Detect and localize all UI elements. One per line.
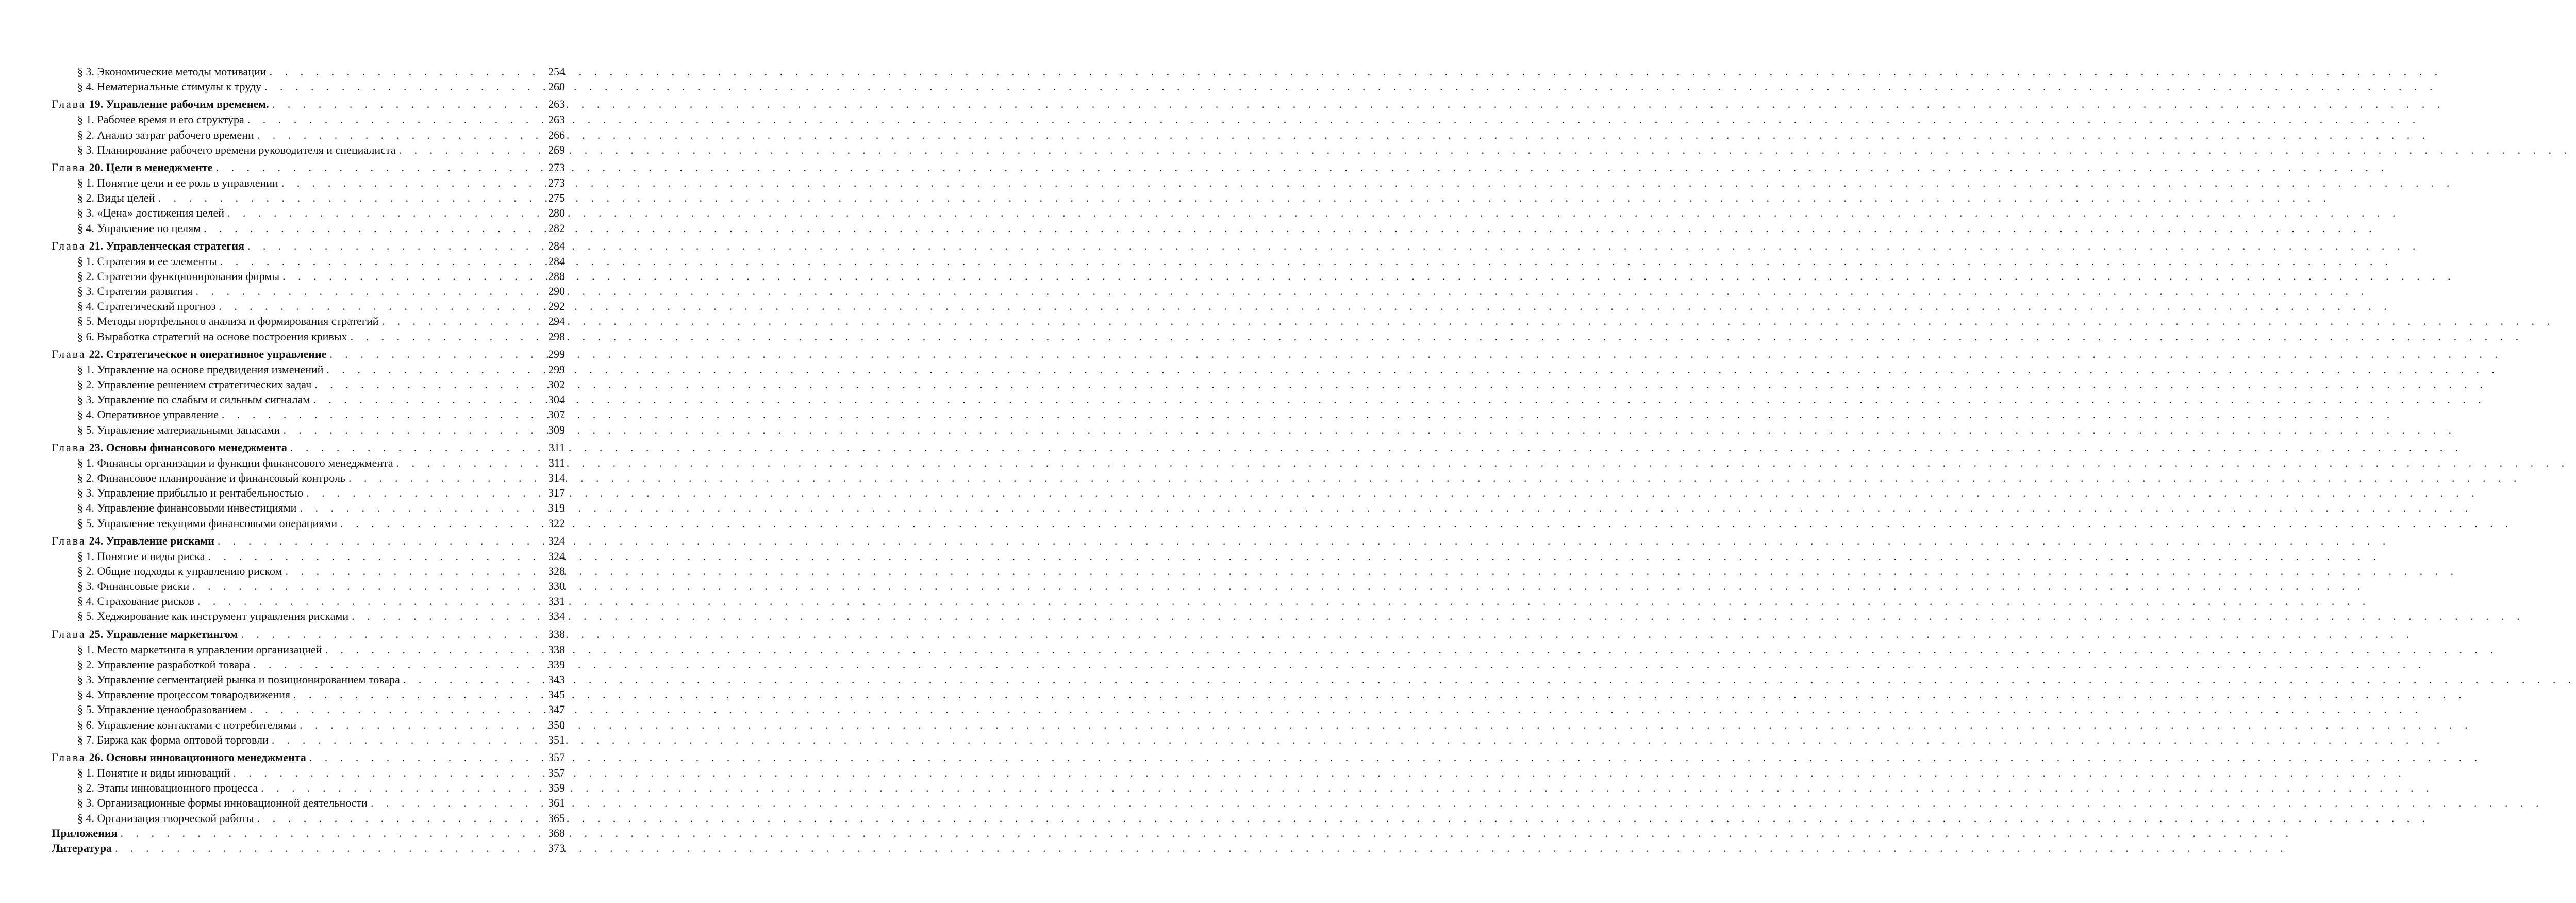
page-number: 263 [548,113,565,126]
toc-section-row [52,657,565,672]
toc-entry-title: § 5. Управление ценообразованием [77,703,247,716]
toc-entry-title: § 2. Финансовое планирование и финансовый контроль [77,471,346,484]
page-number: 324 [548,549,565,563]
chapter-label: Глава [52,627,86,641]
toc-entry-title: § 2. Управление разработкой товара [77,658,250,671]
toc-entry-title: § 2. Общие подходы к управлению риском [77,564,282,578]
toc-section-row [52,811,565,826]
dot-leader [246,702,542,717]
toc-section-row [52,702,565,717]
toc-chapter-row [52,238,565,254]
page-number: 269 [548,143,565,156]
toc-chapter-row [52,533,565,549]
chapter-title: 21. Управленческая стратегия [89,239,244,252]
table-of-contents [52,64,565,856]
dot-leader [112,841,542,856]
chapter-title: 22. Стратегическое и оперативное управление [89,347,327,360]
page-number: 350 [548,718,565,731]
page-number: 298 [548,330,565,343]
chapter-title: 26. Основы инновационного менеджмента [89,750,306,764]
page-number: 351 [548,733,565,746]
toc-entry-title [52,750,306,765]
toc-section-row [52,672,565,687]
dot-leader [254,811,542,826]
toc-entry-title: § 4. Нематериальные стимулы к труду [77,80,262,93]
dot-leader [279,269,542,284]
toc-entry-title: § 3. Экономические методы мотивации [77,65,267,78]
toc-chapter-row [52,440,565,455]
toc-entry-title: § 5. Методы портфельного анализа и формирования стратегий [77,315,379,328]
dot-leader [393,455,542,470]
dot-leader [306,750,542,765]
page-number: 311 [548,456,565,469]
page-number: 273 [548,160,565,174]
dot-leader [217,254,542,269]
page-number: 373 [548,841,565,855]
dot-leader [212,160,542,175]
dot-leader [230,765,542,780]
page-number: 254 [548,65,565,78]
toc-section-row [52,314,565,329]
toc-entry-title: § 4. Управление по целям [77,221,201,235]
page-number: 330 [548,580,565,593]
dot-leader [368,795,542,810]
page-number: 292 [548,300,565,313]
page-number: 334 [548,610,565,623]
toc-section-row [52,795,565,810]
toc-section-row [52,299,565,314]
chapter-title: 20. Цели в менеджменте [89,160,213,174]
toc-section-row [52,594,565,609]
toc-entry-title: § 3. Организационные формы инновационной деятельности [77,796,368,810]
toc-entry-title [52,440,287,455]
dot-leader [214,533,542,549]
toc-entry-title: § 5. Управление материальными запасами [77,423,280,436]
page-number: 273 [548,176,565,189]
toc-section-row [52,485,565,500]
page-number: 288 [548,269,565,283]
toc-entry-title: Приложения [52,826,118,840]
page-number: 368 [548,826,565,840]
toc-section-row [52,190,565,205]
toc-entry-title: § 7. Биржа как форма оптовой торговли [77,733,269,746]
toc-entry-title: § 4. Управление финансовыми инвестициями [77,501,297,515]
toc-entry-title: § 2. Управление решением стратегических задач [77,378,312,391]
page-number: 307 [548,408,565,421]
chapter-label: Глава [52,534,86,547]
toc-entry-title [52,533,214,549]
page-number: 338 [548,643,565,656]
dot-leader [396,142,542,157]
chapter-label: Глава [52,160,86,174]
toc-section-row [52,687,565,702]
dot-leader [278,175,542,190]
dot-leader [296,717,542,732]
toc-entry-title: § 1. Понятие и виды риска [77,549,205,563]
toc-section-row [52,112,565,127]
toc-section-row [52,455,565,470]
page-number: 324 [548,534,565,547]
dot-leader [215,299,542,314]
toc-entry-title: § 5. Управление текущими финансовыми операциями [77,516,338,530]
dot-leader [194,594,542,609]
toc-section-row [52,717,565,732]
dot-leader [155,190,542,205]
page-number: 365 [548,811,565,825]
toc-section-row [52,175,565,190]
dot-leader [238,627,542,642]
toc-section-row [52,377,565,392]
dot-leader [322,642,542,657]
toc-chapter-row [52,160,565,175]
toc-entry-title: § 1. Стратегия и ее элементы [77,254,217,268]
toc-entry-title: § 1. Понятие и виды инноваций [77,766,230,779]
dot-leader [280,422,542,437]
dot-leader [347,329,542,344]
toc-entry-title: § 1. Финансы организации и функции финансового менеджмента [77,456,393,469]
toc-section-row [52,500,565,515]
dot-leader [193,284,542,299]
chapter-title: 25. Управление маркетингом [89,627,238,641]
toc-section-row [52,564,565,579]
chapter-title: 19. Управление рабочим временем. [89,97,269,111]
toc-entry-title: § 5. Хеджирование как инструмент управления рисками [77,610,349,623]
toc-section-row [52,780,565,795]
chapter-title: 23. Основы финансового менеджмента [89,440,287,454]
toc-entry-title: § 3. Управление сегментацией рынка и позиционированием товара [77,673,400,686]
dot-leader [244,112,542,127]
toc-section-row [52,127,565,142]
toc-entry-title: § 3. Планирование рабочего времени руководителя и специалиста [77,143,396,156]
toc-section-row [52,284,565,299]
dot-leader [345,470,542,485]
toc-entry-title [52,160,212,175]
toc-appendix-row [52,826,565,841]
page-number: 339 [548,658,565,671]
toc-section-row [52,142,565,157]
chapter-label: Глава [52,347,86,360]
toc-section-row [52,732,565,747]
dot-leader [118,826,543,841]
chapter-label: Глава [52,239,86,252]
toc-entry-title: § 2. Стратегии функционирования фирмы [77,269,280,283]
toc-entry-title: § 6. Управление контактами с потребителями [77,718,297,731]
dot-leader [296,500,542,515]
toc-section-row [52,516,565,531]
toc-section-row [52,407,565,422]
toc-entry-title: § 1. Рабочее время и его структура [77,113,244,126]
page-number: 345 [548,688,565,701]
toc-section-row [52,422,565,437]
toc-entry-title: Литература [52,841,112,855]
dot-leader [189,579,542,594]
chapter-label: Глава [52,440,86,454]
dot-leader [400,672,542,687]
toc-chapter-row [52,750,565,765]
toc-entry-title: § 2. Этапы инновационного процесса [77,781,258,795]
toc-section-row [52,362,565,377]
toc-entry-title [52,238,244,254]
page-number: 357 [548,750,565,764]
toc-chapter-row [52,627,565,642]
dot-leader [290,687,542,702]
toc-entry-title: § 4. Страхование рисков [77,595,194,608]
chapter-label: Глава [52,750,86,764]
toc-entry-title: § 2. Анализ затрат рабочего времени [77,128,254,141]
dot-leader [258,780,542,795]
dot-leader [287,440,542,455]
dot-leader [326,347,542,362]
toc-section-row [52,205,565,220]
page-number: 299 [548,363,565,376]
dot-leader [219,407,542,422]
chapter-label: Глава [52,97,86,111]
page-number: 347 [548,703,565,716]
toc-entry-title: § 4. Организация творческой работы [77,811,254,825]
page-number: 282 [548,221,565,235]
page-number: 328 [548,564,565,578]
page-number: 338 [548,627,565,641]
page-number: 359 [548,781,565,795]
toc-section-row [52,329,565,344]
dot-leader [205,549,543,564]
toc-section-row [52,221,565,236]
dot-leader [269,96,542,112]
page-number: 311 [548,440,565,454]
page-number: 294 [548,315,565,328]
dot-leader [348,609,542,623]
dot-leader [303,485,542,500]
toc-entry-title: § 3. Управление прибылью и рентабельностью [77,486,304,500]
page-number: 284 [548,239,565,252]
page-number: 319 [548,501,565,515]
page-number: 309 [548,423,565,436]
toc-chapter-row [52,347,565,362]
toc-entry-title: § 6. Выработка стратегий на основе построения кривых [77,330,347,343]
page-number: 314 [548,471,565,484]
toc-entry-title [52,627,238,642]
toc-section-row [52,609,565,623]
page-number: 331 [548,595,565,608]
toc-section-row [52,64,565,79]
page-number: 317 [548,486,565,500]
toc-section-row [52,765,565,780]
dot-leader [254,127,542,142]
toc-entry-title: § 4. Стратегический прогноз [77,300,216,313]
page-number: 302 [548,378,565,391]
page-number: 322 [548,516,565,530]
page-number: 304 [548,393,565,406]
toc-entry-title: § 1. Управление на основе предвидения изменений [77,363,324,376]
toc-section-row [52,579,565,594]
page-number: 299 [548,347,565,360]
dot-leader [244,238,542,254]
dot-leader [201,221,542,236]
page-number: 357 [548,766,565,779]
dot-leader [379,314,543,329]
page-number: 266 [548,128,565,141]
toc-entry-title: § 1. Место маркетинга в управлении организацией [77,643,322,656]
toc-section-row [52,392,565,407]
dot-leader [269,732,542,747]
dot-leader [282,564,542,579]
toc-entry-title [52,347,326,362]
toc-section-row [52,642,565,657]
toc-section-row [52,254,565,269]
toc-section-row [52,549,565,564]
dot-leader [337,516,542,531]
dot-leader [224,205,542,220]
toc-entry-title [52,96,269,112]
dot-leader [323,362,542,377]
dot-leader [311,377,542,392]
dot-leader [310,392,542,407]
chapter-title: 24. Управление рисками [89,534,214,547]
page-number: 263 [548,97,565,111]
toc-chapter-row [52,96,565,112]
toc-section-row [52,269,565,284]
toc-section-row [52,470,565,485]
toc-entry-title: § 4. Оперативное управление [77,408,219,421]
page-number: 280 [548,206,565,220]
toc-entry-title: § 3. Финансовые риски [77,580,190,593]
dot-leader [250,657,542,672]
toc-entry-title: § 4. Управление процессом товародвижения [77,688,290,701]
dot-leader [261,79,542,94]
page-number: 290 [548,285,565,298]
page-number: 361 [548,796,565,810]
toc-entry-title: § 3. Стратегии развития [77,285,193,298]
page-number: 260 [548,80,565,93]
dot-leader [267,64,542,79]
page-number: 275 [548,191,565,205]
page-number: 343 [548,673,565,686]
toc-appendix-row [52,841,565,856]
toc-entry-title: § 3. «Цена» достижения целей [77,206,224,220]
toc-section-row [52,79,565,94]
toc-entry-title: § 2. Виды целей [77,191,155,205]
toc-entry-title: § 1. Понятие цели и ее роль в управлении [77,176,278,189]
page-number: 284 [548,254,565,268]
toc-entry-title: § 3. Управление по слабым и сильным сигналам [77,393,310,406]
